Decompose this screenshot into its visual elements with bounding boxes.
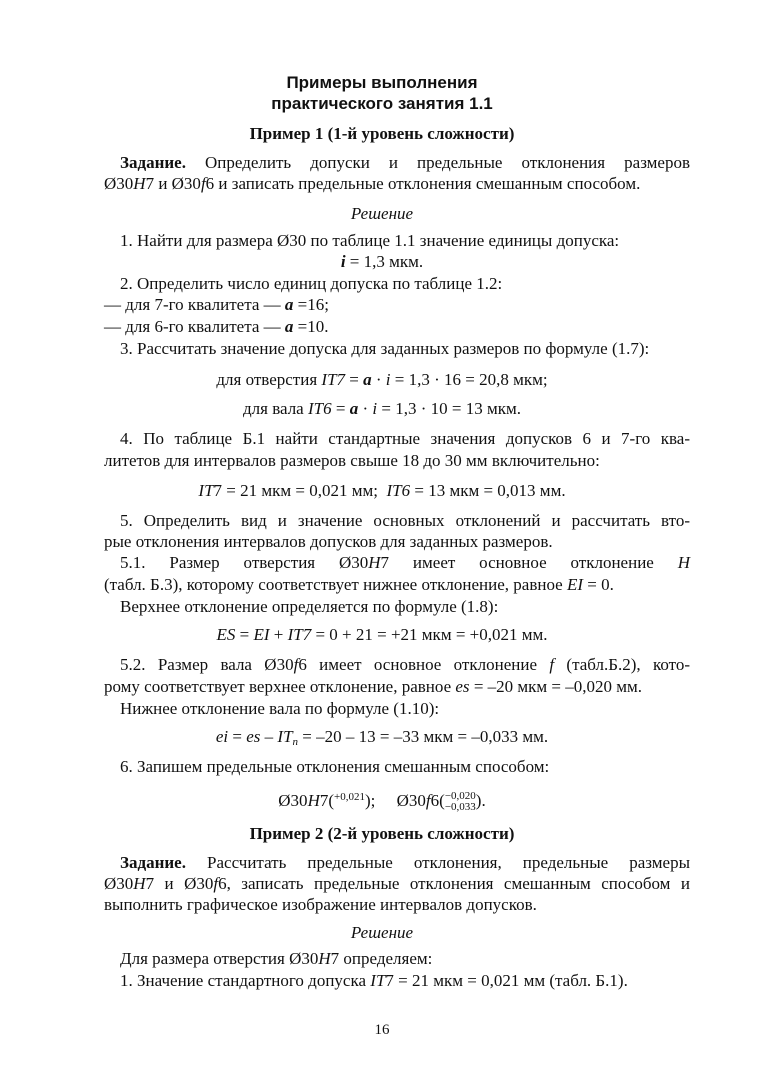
example2-task-line1: Задание. Рассчитать предельные отклонения, предельные размеры [120, 853, 690, 872]
example1-task-line1: Задание. Определить допуски и предельные отклонения размеров [120, 153, 690, 172]
step5-line1: 5. Определить вид и значение основных отклонений и рассчитать вто- [120, 511, 690, 530]
formula-upper-deviation: ES = EI + IT7 = 0 + 21 = +21 мкм = +0,021 мм. [216, 625, 548, 644]
section-title-line2: практического занятия 1.1 [271, 94, 493, 113]
formula-mixed-notation: Ø30H7($^{+0,021}$); Ø30f6( −0,020 −0,033 ). [278, 790, 486, 814]
example2-step-intro: Для размера отверстия Ø30H7 определяем: [120, 949, 433, 968]
formula-hole-tolerance: для отверстия IT7 = a · i = 1,3 · 16 = 20,8 мкм; [216, 370, 548, 389]
example2-task-line3: выполнить графическое изображение интервалов допусков. [104, 895, 537, 914]
example1-heading: Пример 1 (1-й уровень сложности) [249, 124, 515, 143]
step5-line2: рые отклонения интервалов допусков для заданных размеров. [104, 532, 553, 551]
step4-line2: литетов для интервалов размеров свыше 18 до 30 мм включительно: [104, 451, 600, 470]
formula-shaft-tolerance: для вала IT6 = a · i = 1,3 · 10 = 13 мкм. [243, 399, 521, 418]
step3-text: 3. Рассчитать значение допуска для заданных размеров по формуле (1.7): [120, 339, 650, 358]
step51-line1: 5.1. Размер отверстия Ø30H7 имеет основное отклонение H [120, 553, 691, 572]
step2-item-b: — для 6-го квалитета — a =10. [104, 317, 329, 336]
step2-item-a: — для 7-го квалитета — a =16; [104, 295, 329, 314]
example2-solution-heading: Решение [350, 923, 414, 942]
formula-standard-tolerances: IT7 = 21 мкм = 0,021 мм; IT6 = 13 мкм = 0,013 мм. [198, 481, 566, 500]
example2-heading: Пример 2 (2-й уровень сложности) [249, 824, 515, 843]
example2-task-line2: Ø30H7 и Ø30f6, записать предельные отклонения смешанным способом и [104, 874, 690, 893]
step51-line3: Верхнее отклонение определяется по формуле (1.8): [120, 597, 499, 616]
step6-text: 6. Запишем предельные отклонения смешанным способом: [120, 757, 550, 776]
step4-line1: 4. По таблице Б.1 найти стандартные значения допусков 6 и 7-го ква- [120, 429, 690, 448]
page-number: 16 [374, 1022, 390, 1038]
step2-text: 2. Определить число единиц допуска по таблице 1.2: [120, 274, 503, 293]
step52-line3: Нижнее отклонение вала по формуле (1.10): [120, 699, 440, 718]
step52-line1: 5.2. Размер вала Ø30f6 имеет основное отклонение f (табл.Б.2), кото- [120, 655, 691, 674]
section-title-line1: Примеры выполнения [286, 73, 478, 92]
example1-solution-heading: Решение [350, 204, 414, 223]
formula-lower-deviation: ei = es – $IT_n = -20 - 13 = -33$ мкм = –0,033 мм. [215, 727, 549, 748]
step1-text: 1. Найти для размера Ø30 по таблице 1.1 значение единицы допуска: [120, 231, 620, 250]
example1-task-line2: Ø30H7 и Ø30f6 и записать предельные отклонения смешанным способом. [104, 174, 641, 193]
step51-line2: (табл. Б.3), которому соответствует нижнее отклонение, равное EI = 0. [104, 575, 614, 594]
example2-step1: 1. Значение стандартного допуска IT7 = 21 мкм = 0,021 мм (табл. Б.1). [120, 971, 628, 990]
step1-value: i = 1,3 мкм. [340, 252, 424, 271]
step52-line2: рому соответствует верхнее отклонение, равное es = –20 мкм = –0,020 мм. [104, 677, 643, 696]
